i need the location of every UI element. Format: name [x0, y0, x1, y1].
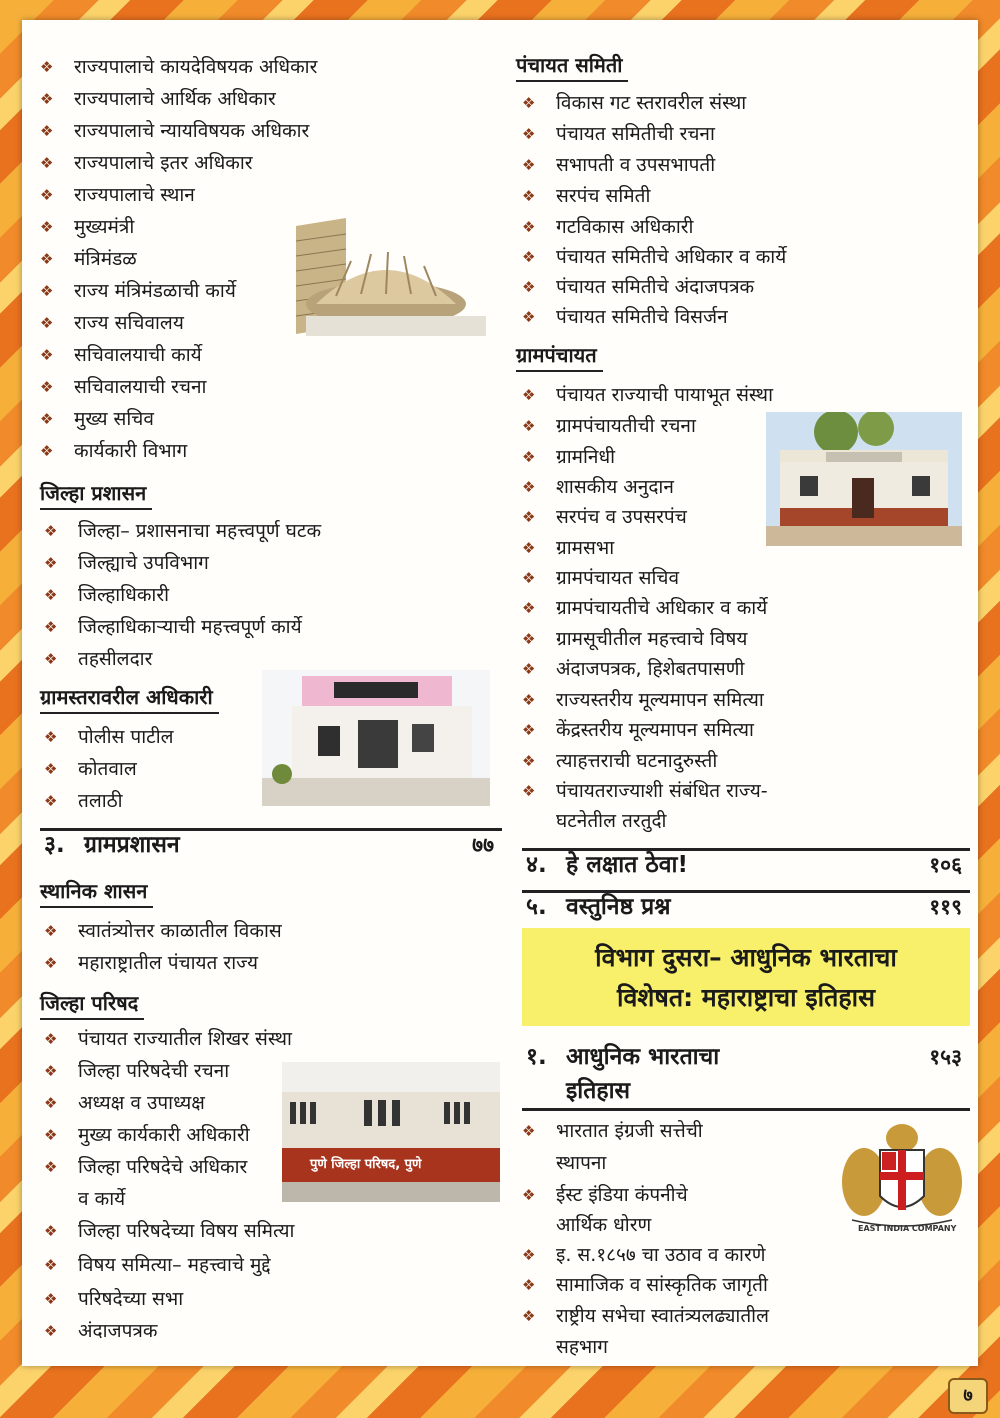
list-item: ❖ राज्य सचिवालय: [40, 308, 184, 339]
list-item: ❖ अंदाजपत्रक, हिशेबतपासणी: [522, 654, 744, 685]
bullet-icon: ❖: [522, 630, 536, 648]
list-item: ❖ तलाठी: [44, 786, 123, 817]
list-item: ❖ ग्रामनिधी: [522, 442, 615, 473]
list-item: ❖ ग्रामसभा: [522, 533, 614, 564]
bullet-icon: ❖: [522, 448, 536, 466]
list-item: ❖ जिल्हा परिषदेची रचना: [44, 1056, 229, 1087]
list-item: ❖ कोतवाल: [44, 754, 137, 785]
bullet-icon: ❖: [522, 1276, 536, 1294]
chapter-3: ३. ग्रामप्रशासन ७७: [40, 828, 502, 831]
list-item: ❖ जिल्हाधिकारी: [44, 580, 169, 611]
list-item: ❖ ईस्ट इंडिया कंपनीचे: [522, 1180, 688, 1211]
bullet-icon: ❖: [522, 508, 536, 526]
list-item: ❖ पंचायत समितीचे विसर्जन: [522, 302, 728, 333]
bullet-icon: ❖: [44, 792, 58, 810]
bullet-icon: ❖: [44, 1322, 58, 1340]
list-item: ❖ सरपंच व उपसरपंच: [522, 502, 687, 533]
list-item: ❖ राज्यपालाचे आर्थिक अधिकार: [40, 84, 276, 115]
list-item: ❖ सामाजिक व सांस्कृतिक जागृती: [522, 1270, 768, 1301]
list-item: ❖ पंचायत समितीचे अधिकार व कार्ये: [522, 242, 786, 273]
list-item: ❖ ग्रामपंचायतीची रचना: [522, 411, 696, 442]
list-item: ❖ अंदाजपत्रक: [44, 1316, 158, 1347]
bullet-icon: ❖: [40, 90, 54, 108]
bullet-icon: ❖: [44, 922, 58, 940]
section-banner: [522, 928, 970, 1026]
east-india-company-emblem: [832, 1120, 972, 1238]
list-item: ❖ विकास गट स्तरावरील संस्था: [522, 88, 746, 119]
list-item-continuation: आर्थिक धोरण: [556, 1214, 652, 1236]
list-item: ❖ अध्यक्ष व उपाध्यक्ष: [44, 1088, 205, 1119]
list-item: ❖ त्याहत्तराची घटनादुरुस्ती: [522, 746, 717, 777]
bullet-icon: ❖: [40, 154, 54, 172]
list-item: ❖ राज्यस्तरीय मूल्यमापन समित्या: [522, 685, 764, 716]
bullet-icon: ❖: [522, 1186, 536, 1204]
bullet-icon: ❖: [522, 218, 536, 236]
bullet-icon: ❖: [522, 721, 536, 739]
list-item: ❖ पंचायत समितीची रचना: [522, 119, 715, 150]
list-item: ❖ सचिवालयाची कार्ये: [40, 340, 202, 371]
list-item-continuation: व कार्ये: [78, 1188, 126, 1210]
list-item: ❖ परिषदेच्या सभा: [44, 1284, 183, 1315]
list-item: ❖ राज्य मंत्रिमंडळाची कार्ये: [40, 276, 236, 307]
section-heading-local-gov: स्थानिक शासन: [40, 876, 153, 908]
bullet-icon: ❖: [522, 569, 536, 587]
list-item-continuation: घटनेतील तरतुदी: [556, 810, 667, 832]
chapter-5: ५. वस्तुनिष्ठ प्रश्न ११९: [522, 890, 970, 893]
bullet-icon: ❖: [44, 586, 58, 604]
bullet-icon: ❖: [44, 1030, 58, 1048]
list-item-continuation: सहभाग: [556, 1336, 608, 1358]
bullet-icon: ❖: [40, 58, 54, 76]
list-item-continuation: स्थापना: [556, 1152, 607, 1174]
list-item: ❖ राज्यपालाचे कायदेविषयक अधिकार: [40, 52, 317, 83]
list-item: ❖ मुख्य सचिव: [40, 404, 154, 435]
page-sheet: [22, 20, 978, 1366]
emblem-label: EAST INDIA COMPANY: [858, 1224, 957, 1233]
bullet-icon: ❖: [40, 218, 54, 236]
banner-line-2: विशेषत: महाराष्ट्राचा इतिहास: [617, 983, 875, 1012]
list-item: ❖ जिल्हा परिषदेच्या विषय समित्या: [44, 1216, 294, 1247]
bullet-icon: ❖: [522, 782, 536, 800]
bullet-icon: ❖: [522, 125, 536, 143]
zilla-parishad-image: [282, 1062, 500, 1202]
bullet-icon: ❖: [40, 378, 54, 396]
bullet-icon: ❖: [522, 539, 536, 557]
banner-line-1: विभाग दुसरा– आधुनिक भारताचा: [595, 943, 897, 972]
bullet-icon: ❖: [522, 94, 536, 112]
list-item: ❖ पोलीस पाटील: [44, 722, 174, 753]
list-item: ❖ मुख्य कार्यकारी अधिकारी: [44, 1120, 250, 1151]
list-item: ❖ राज्यपालाचे इतर अधिकार: [40, 148, 253, 179]
bullet-icon: ❖: [522, 386, 536, 404]
list-item: ❖ राज्यपालाचे न्यायविषयक अधिकार: [40, 116, 309, 147]
list-item: ❖ जिल्हा– प्रशासनाचा महत्त्वपूर्ण घटक: [44, 516, 321, 547]
bullet-icon: ❖: [40, 250, 54, 268]
list-item: ❖ जिल्हाधिकाऱ्याची महत्त्वपूर्ण कार्ये: [44, 612, 302, 643]
list-item: ❖ शासकीय अनुदान: [522, 472, 674, 503]
bullet-icon: ❖: [44, 522, 58, 540]
section-heading-gram-panchayat: ग्रामपंचायत: [516, 340, 603, 372]
list-item: ❖ मंत्रिमंडळ: [40, 244, 137, 275]
bullet-icon: ❖: [522, 156, 536, 174]
list-item: ❖ विषय समित्या– महत्त्वाचे मुद्दे: [44, 1250, 271, 1281]
bullet-icon: ❖: [522, 599, 536, 617]
chapter-1-part2: १. आधुनिक भारताचा इतिहास १५३: [522, 1040, 970, 1111]
bullet-icon: ❖: [522, 1307, 536, 1325]
bullet-icon: ❖: [44, 650, 58, 668]
bullet-icon: ❖: [40, 410, 54, 428]
list-item: ❖ पंचायत राज्याची पायाभूत संस्था: [522, 380, 773, 411]
bullet-icon: ❖: [522, 278, 536, 296]
list-item: ❖ सभापती व उपसभापती: [522, 150, 715, 181]
section-heading-panchayat-samiti: पंचायत समिती: [516, 50, 628, 82]
bullet-icon: ❖: [44, 554, 58, 572]
bullet-icon: ❖: [44, 1290, 58, 1308]
bullet-icon: ❖: [40, 122, 54, 140]
list-item: ❖ मुख्यमंत्री: [40, 212, 134, 243]
bullet-icon: ❖: [522, 691, 536, 709]
zp-signboard: पुणे जिल्हा परिषद, पुणे: [310, 1157, 422, 1172]
list-item: ❖ जिल्ह्याचे उपविभाग: [44, 548, 209, 579]
bullet-icon: ❖: [522, 478, 536, 496]
section-heading-district-admin: जिल्हा प्रशासन: [40, 478, 152, 510]
bullet-icon: ❖: [522, 752, 536, 770]
list-item: ❖ ग्रामपंचायतीचे अधिकार व कार्ये: [522, 593, 767, 624]
bullet-icon: ❖: [522, 1246, 536, 1264]
list-item: ❖ सचिवालयाची रचना: [40, 372, 206, 403]
list-item: ❖ ग्रामपंचायत सचिव: [522, 563, 679, 594]
list-item: ❖ पंचायत राज्यातील शिखर संस्था: [44, 1024, 292, 1055]
bullet-icon: ❖: [522, 660, 536, 678]
bullet-icon: ❖: [44, 618, 58, 636]
list-item: ❖ सरपंच समिती: [522, 181, 650, 212]
list-item: ❖ इ. स.१८५७ चा उठाव व कारणे: [522, 1240, 765, 1271]
bullet-icon: ❖: [44, 1222, 58, 1240]
list-item: ❖ राष्ट्रीय सभेचा स्वातंत्र्यलढ्यातील: [522, 1301, 769, 1332]
bullet-icon: ❖: [522, 308, 536, 326]
bullet-icon: ❖: [44, 1062, 58, 1080]
list-item: ❖ तहसीलदार: [44, 644, 152, 675]
list-item: ❖ केंद्रस्तरीय मूल्यमापन समित्या: [522, 715, 754, 746]
bullet-icon: ❖: [40, 314, 54, 332]
section-heading-zp: जिल्हा परिषद: [40, 988, 144, 1020]
list-item: ❖ ग्रामसूचीतील महत्त्वाचे विषय: [522, 624, 747, 655]
bullet-icon: ❖: [44, 760, 58, 778]
village-office-image: [262, 670, 490, 806]
bullet-icon: ❖: [522, 187, 536, 205]
list-item: ❖ राज्यपालाचे स्थान: [40, 180, 195, 211]
bullet-icon: ❖: [40, 442, 54, 460]
bullet-icon: ❖: [522, 417, 536, 435]
bullet-icon: ❖: [522, 1122, 536, 1140]
bullet-icon: ❖: [44, 1094, 58, 1112]
bullet-icon: ❖: [522, 248, 536, 266]
list-item: ❖ पंचायत समितीचे अंदाजपत्रक: [522, 272, 754, 303]
bullet-icon: ❖: [44, 1126, 58, 1144]
list-item: ❖ गटविकास अधिकारी: [522, 212, 693, 243]
mantralaya-image: [276, 216, 486, 340]
list-item: ❖ पंचायतराज्याशी संबंधित राज्य-: [522, 776, 768, 807]
chapter-4: ४. हे लक्षात ठेवा! १०६: [522, 848, 970, 851]
list-item: ❖ स्वातंत्र्योत्तर काळातील विकास: [44, 916, 282, 947]
bullet-icon: ❖: [44, 728, 58, 746]
list-item: ❖ कार्यकारी विभाग: [40, 436, 187, 467]
list-item: ❖ महाराष्ट्रातील पंचायत राज्य: [44, 948, 258, 979]
list-item: ❖ भारतात इंग्रजी सत्तेची: [522, 1116, 703, 1147]
bullet-icon: ❖: [44, 954, 58, 972]
bullet-icon: ❖: [44, 1158, 58, 1176]
page-number: ७: [948, 1378, 988, 1414]
gram-panchayat-image: [766, 412, 962, 546]
list-item: ❖ जिल्हा परिषदेचे अधिकार: [44, 1152, 247, 1183]
bullet-icon: ❖: [40, 186, 54, 204]
bullet-icon: ❖: [40, 282, 54, 300]
bullet-icon: ❖: [44, 1256, 58, 1274]
bullet-icon: ❖: [40, 346, 54, 364]
section-heading-village-officers: ग्रामस्तरावरील अधिकारी: [40, 682, 219, 714]
